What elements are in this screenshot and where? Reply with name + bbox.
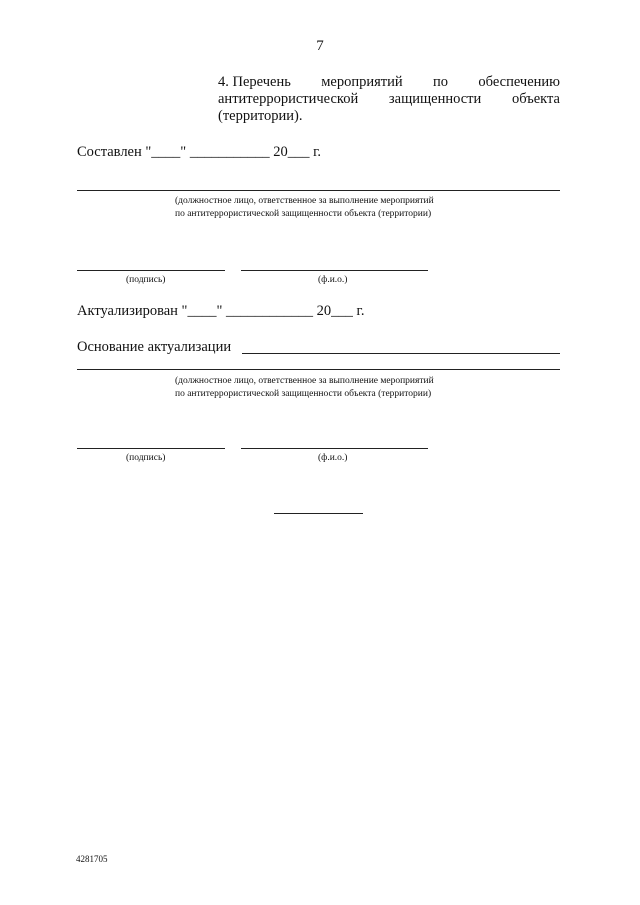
section-heading-word: защищенности <box>388 91 482 107</box>
section-heading-line-3: (территории). <box>218 108 303 124</box>
end-separator <box>274 513 363 514</box>
section-heading-word: мероприятий <box>321 74 403 90</box>
signature-field-2[interactable] <box>77 448 225 449</box>
section-heading-line-2 <box>218 91 560 108</box>
basis-field[interactable] <box>242 353 560 354</box>
document-code: 4281705 <box>76 854 108 864</box>
signature-caption: (подпись) <box>126 275 166 285</box>
responsible-person-field[interactable] <box>77 190 560 191</box>
full-name-field[interactable] <box>241 270 428 271</box>
section-heading-word: объекта <box>511 91 560 107</box>
section-heading-word: 4. Перечень <box>218 74 291 90</box>
signature-field[interactable] <box>77 270 225 271</box>
full-name-caption: (ф.и.о.) <box>318 453 348 463</box>
basis-label: Основание актуализации <box>77 339 232 355</box>
responsible-caption-line-1: (должностное лицо, ответственное за выполнение мероприятий <box>175 376 434 386</box>
responsible-caption-line-2: по антитеррористической защищенности объекта (территории) <box>175 209 432 219</box>
section-heading-word: антитеррористической <box>218 91 359 107</box>
responsible-caption-line-2: по антитеррористической защищенности объекта (территории) <box>175 389 432 399</box>
composed-date-field[interactable]: Составлен "____" ___________ 20___ г. <box>77 144 322 160</box>
responsible-person-field-2[interactable] <box>77 369 560 370</box>
section-heading-line-1 <box>218 74 560 91</box>
section-heading-word: обеспечению <box>478 74 560 90</box>
page-number: 7 <box>316 38 324 54</box>
full-name-field-2[interactable] <box>241 448 428 449</box>
updated-date-field[interactable]: Актуализирован "____" ____________ 20___ г. <box>77 303 365 319</box>
full-name-caption: (ф.и.о.) <box>318 275 348 285</box>
responsible-caption-line-1: (должностное лицо, ответственное за выполнение мероприятий <box>175 196 434 206</box>
section-heading-word: по <box>433 74 449 90</box>
signature-caption: (подпись) <box>126 453 166 463</box>
